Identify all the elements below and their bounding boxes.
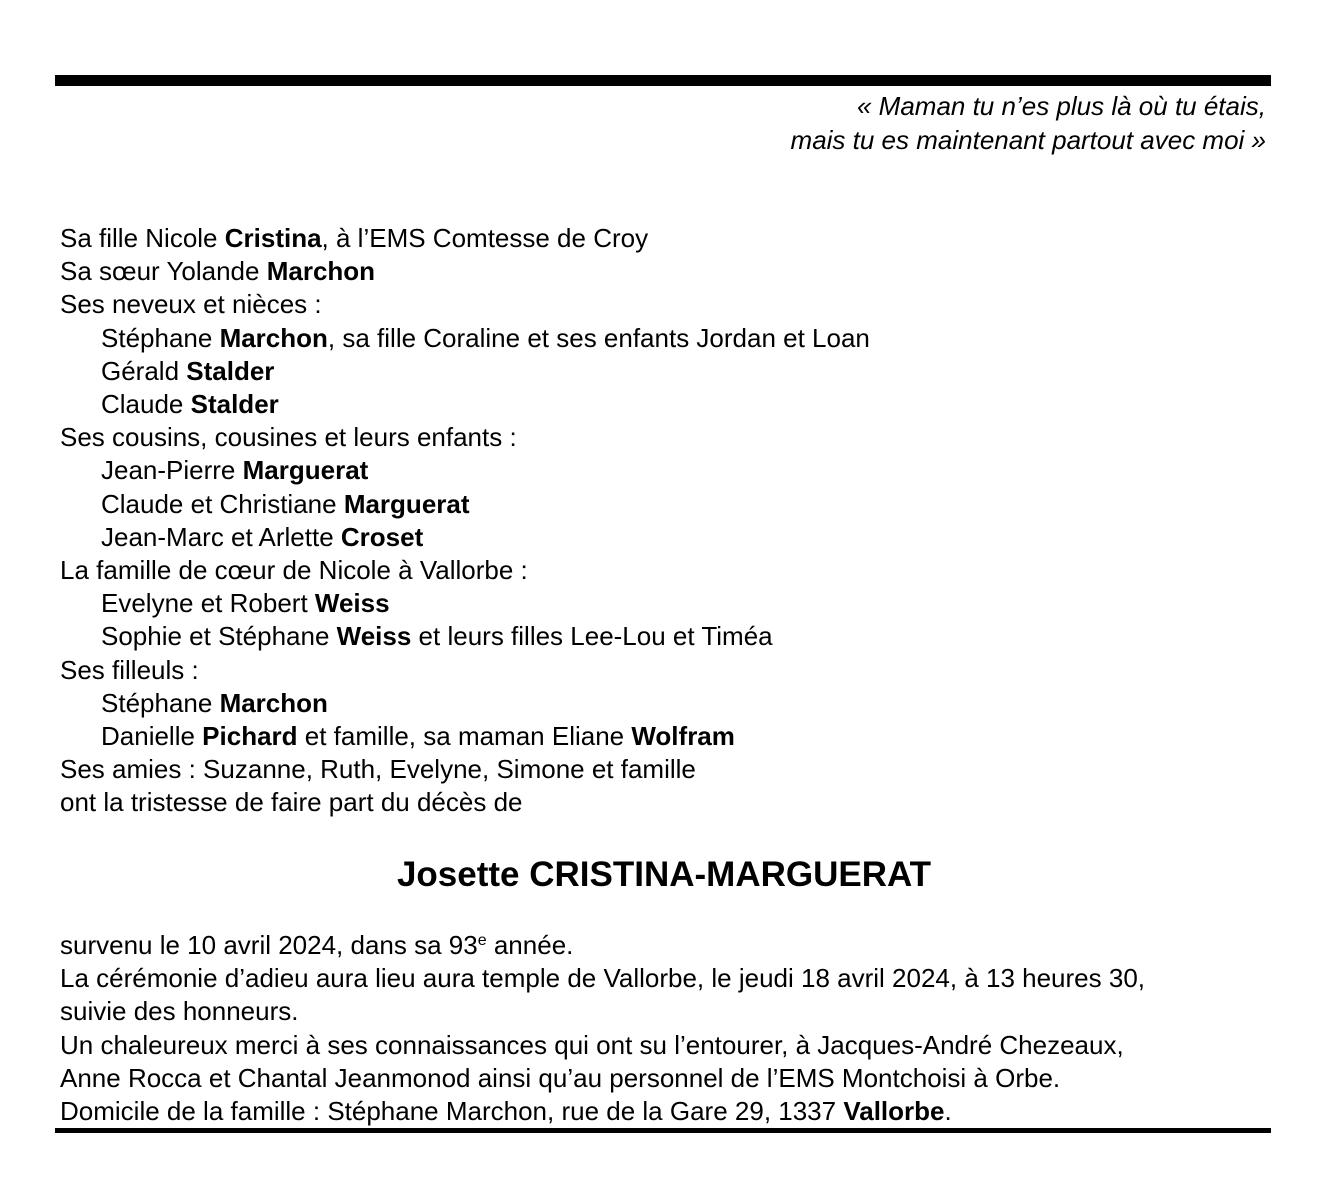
- surname: Cristina: [224, 223, 322, 253]
- family-sister: [60, 255, 1280, 288]
- text: Jean-Marc et Arlette: [101, 521, 341, 552]
- text: Stéphane: [101, 322, 220, 353]
- surname: Marchon: [266, 256, 376, 287]
- thanks-line-2: Anne Rocca et Chantal Jeanmonod ainsi qu’au personnel de l’EMS Montchoisi à Orbe.: [60, 1062, 1061, 1093]
- ordinal-superscript: e: [477, 932, 487, 949]
- godchild-entry: [60, 720, 1280, 753]
- surname: Wolfram: [631, 721, 735, 752]
- text: .: [944, 1096, 952, 1127]
- text: Stéphane: [101, 687, 220, 718]
- domicile-line: [60, 1095, 1280, 1128]
- deceased-name: Josette CRISTINA-MARGUERAT: [396, 855, 932, 894]
- nephews-heading: Ses neveux et nièces :: [60, 289, 322, 320]
- surname: Marchon: [219, 687, 328, 718]
- text: Gérald: [101, 355, 187, 386]
- cousin-entry: [60, 521, 1280, 554]
- text: Danielle: [101, 721, 203, 752]
- epigraph-quote: [366, 90, 1266, 157]
- heart-family-heading: La famille de cœur de Nicole à Vallorbe :: [60, 555, 528, 586]
- ceremony-line: La cérémonie d’adieu aura lieu aura temple de Vallorbe, le jeudi 18 avril 2024, à 13 heures 30,: [60, 963, 1146, 994]
- family-list: [60, 222, 1280, 820]
- text: Evelyne et Robert: [101, 588, 315, 619]
- surname: Pichard: [202, 721, 298, 752]
- surname: Marchon: [219, 322, 328, 353]
- heart-family-entry: [60, 620, 1280, 653]
- surname: Weiss: [336, 621, 412, 652]
- quote-line-1: « Maman tu n’es plus là où tu étais,: [856, 91, 1266, 121]
- announcement-line: ont la tristesse de faire part du décès de: [60, 787, 523, 818]
- text: , à l’EMS Comtesse de Croy: [321, 223, 649, 253]
- quote-line-2: mais tu es maintenant partout avec moi »: [790, 124, 1266, 155]
- surname: Weiss: [314, 588, 390, 619]
- nephew-entry: [60, 388, 1280, 421]
- friends-line: Ses amies : Suzanne, Ruth, Evelyne, Simone et famille: [60, 754, 696, 785]
- town: Vallorbe: [843, 1096, 945, 1127]
- text: année.: [486, 930, 574, 960]
- family-daughter: [60, 222, 1280, 255]
- godchild-entry: [60, 687, 1280, 720]
- surname: Stalder: [190, 389, 279, 420]
- text: Sa sœur Yolande: [60, 256, 267, 287]
- death-date-line: [60, 929, 1280, 962]
- cousin-entry: [60, 454, 1280, 487]
- top-rule: [55, 75, 1271, 86]
- text: Sa fille Nicole: [60, 223, 225, 253]
- cousins-heading: Ses cousins, cousines et leurs enfants :: [60, 422, 517, 453]
- nephew-entry: [60, 322, 1280, 355]
- text: Sophie et Stéphane: [101, 621, 337, 652]
- text: Jean-Pierre: [101, 455, 243, 486]
- bottom-rule: [55, 1128, 1271, 1133]
- text: et famille, sa maman Eliane: [297, 721, 632, 752]
- text: Claude: [101, 389, 191, 420]
- godchildren-heading: Ses filleuls :: [60, 654, 199, 685]
- thanks-line: Un chaleureux merci à ses connaissances qui ont su l’entourer, à Jacques-André Chezeaux,: [60, 1029, 1124, 1060]
- text: Domicile de la famille : Stéphane Marchon, rue de la Gare 29, 1337: [60, 1096, 844, 1127]
- surname: Croset: [340, 521, 424, 552]
- surname: Stalder: [186, 355, 275, 386]
- cousin-entry: [60, 488, 1280, 521]
- nephew-entry: [60, 355, 1280, 388]
- surname: Marguerat: [343, 488, 470, 519]
- text: , sa fille Coraline et ses enfants Jordan et Loan: [327, 322, 870, 353]
- obituary-details: [60, 929, 1280, 1128]
- text: Claude et Christiane: [101, 488, 344, 519]
- heart-family-entry: [60, 587, 1280, 620]
- text: survenu le 10 avril 2024, dans sa 93: [60, 930, 478, 960]
- ceremony-line-2: suivie des honneurs.: [60, 996, 299, 1027]
- text: et leurs filles Lee-Lou et Timéa: [411, 621, 773, 652]
- surname: Marguerat: [242, 455, 369, 486]
